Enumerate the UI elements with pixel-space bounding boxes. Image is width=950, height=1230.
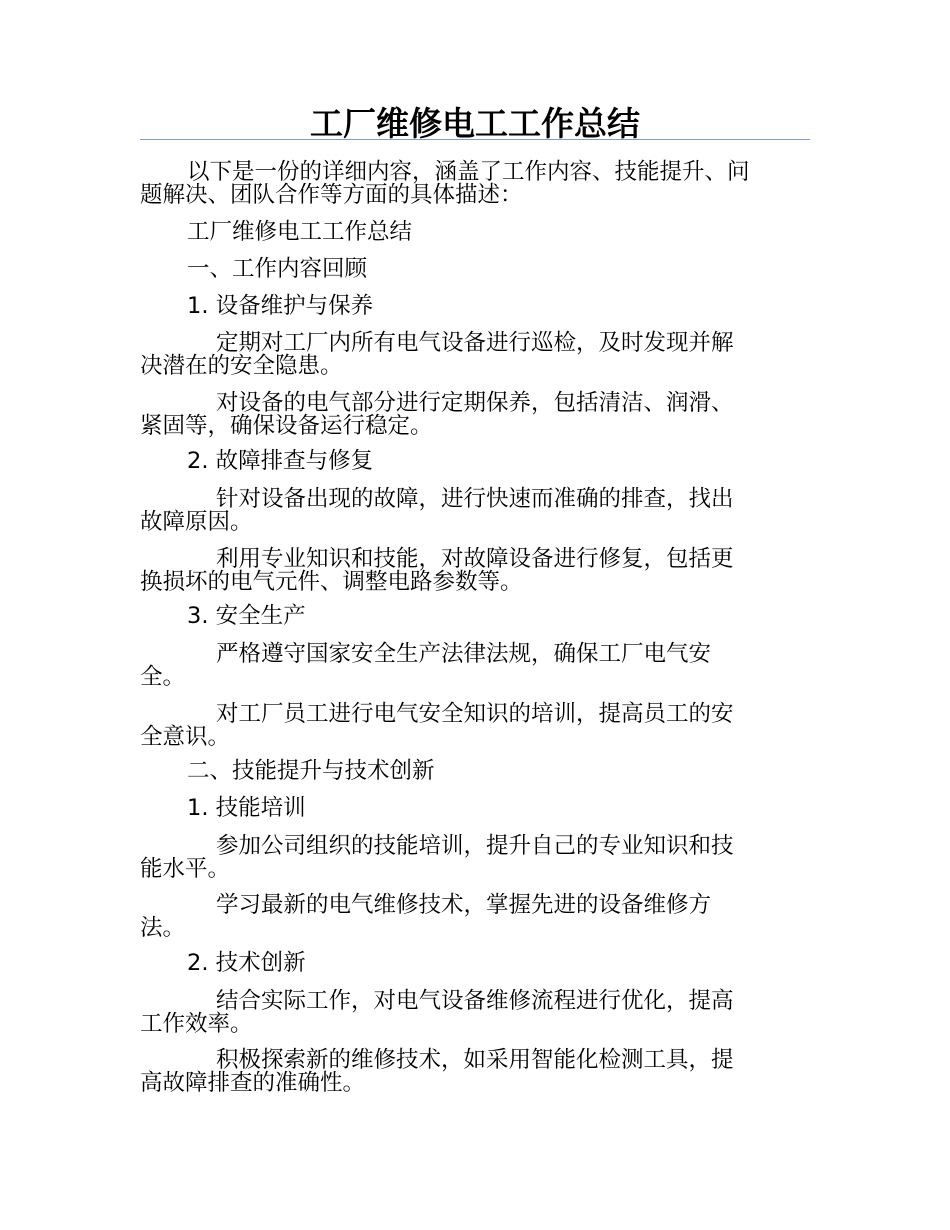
- subsection-1-1-line: 1. 设备维护与保养: [187, 293, 374, 319]
- para-2-2-a-line: 结合实际工作，对电气设备维修流程进行优化，提高: [216, 988, 734, 1014]
- para-1-2-b-line: 利用专业知识和技能，对故障设备进行修复，包括更: [216, 546, 734, 572]
- section-1-line: 一、工作内容回顾: [187, 256, 368, 282]
- subsection-2-1-line: 1. 技能培训: [187, 795, 306, 821]
- para-2-1-a-line: 参加公司组织的技能培训，提升自己的专业知识和技: [216, 833, 734, 859]
- para-1-1-a-line: 定期对工厂内所有电气设备进行巡检，及时发现并解: [216, 330, 734, 356]
- title-underline: [140, 139, 810, 140]
- intro-continuation-line: 题解决、团队合作等方面的具体描述：: [140, 182, 523, 208]
- para-2-2-b-continuation-line: 高故障排查的准确性。: [140, 1070, 366, 1096]
- para-1-1-a-continuation-line: 决潜在的安全隐患。: [140, 353, 343, 379]
- doc-title-repeat-line: 工厂维修电工工作总结: [187, 219, 413, 245]
- section-2-line: 二、技能提升与技术创新: [187, 758, 435, 784]
- para-1-1-b-continuation-line: 紧固等，确保设备运行稳定。: [140, 413, 433, 439]
- para-1-3-a-line: 严格遵守国家安全生产法律法规，确保工厂电气安: [216, 641, 712, 667]
- para-1-1-b-line: 对设备的电气部分进行定期保养，包括清洁、润滑、: [216, 390, 734, 416]
- para-1-2-a-line: 针对设备出现的故障，进行快速而准确的排查，找出: [216, 486, 734, 512]
- para-1-3-a-continuation-line: 全。: [140, 664, 186, 690]
- intro-line: 以下是一份的详细内容，涵盖了工作内容、技能提升、问: [187, 159, 750, 185]
- para-2-1-b-continuation-line: 法。: [140, 915, 186, 941]
- para-2-1-b-line: 学习最新的电气维修技术，掌握先进的设备维修方: [216, 892, 712, 918]
- para-2-1-a-continuation-line: 能水平。: [140, 856, 231, 882]
- subsection-1-3-line: 3. 安全生产: [187, 603, 306, 629]
- para-1-3-b-line: 对工厂员工进行电气安全知识的培训，提高员工的安: [216, 701, 734, 727]
- subsection-2-2-line: 2. 技术创新: [187, 950, 306, 976]
- para-1-2-b-continuation-line: 换损坏的电气元件、调整电路参数等。: [140, 569, 523, 595]
- para-1-3-b-continuation-line: 全意识。: [140, 724, 231, 750]
- document-title: 工厂维修电工工作总结: [310, 104, 640, 143]
- subsection-1-2-line: 2. 故障排查与修复: [187, 448, 374, 474]
- para-2-2-b-line: 积极探索新的维修技术，如采用智能化检测工具，提: [216, 1047, 734, 1073]
- para-1-2-a-continuation-line: 故障原因。: [140, 509, 253, 535]
- para-2-2-a-continuation-line: 工作效率。: [140, 1011, 253, 1037]
